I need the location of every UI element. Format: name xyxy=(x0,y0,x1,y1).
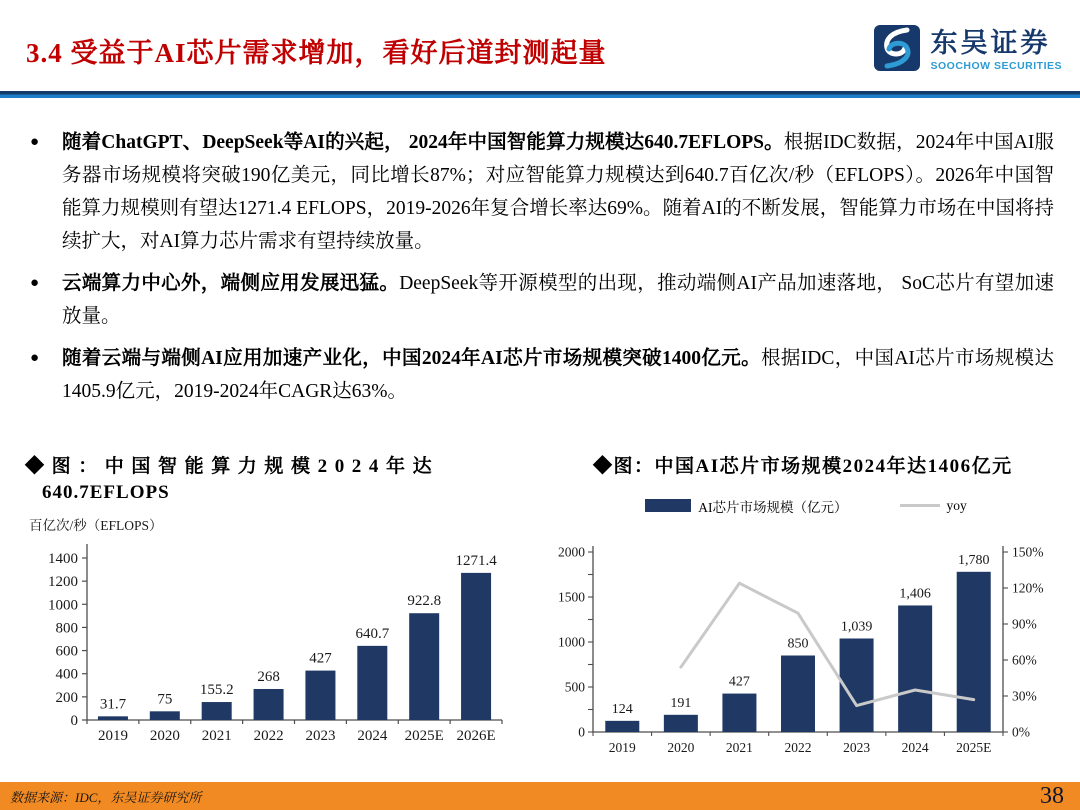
bullet-dot-icon: ● xyxy=(30,274,40,291)
chart-text: 1200 xyxy=(48,573,78,590)
bullet-dot-icon: ● xyxy=(30,134,40,150)
left-chart-title-line1: ◆图：中国智能算力规模2024年达 xyxy=(25,455,440,477)
left-chart-title-line2: 640.7EFLOPS xyxy=(42,481,170,503)
bullet-text xyxy=(62,343,1054,409)
legend-item-bar xyxy=(645,496,847,516)
right-chart-legend xyxy=(541,496,1071,516)
chart-text: 2022 xyxy=(784,739,812,755)
chart-text: 31.7 xyxy=(99,695,127,712)
bullet-normal-text: 根据IDC数据，2024年中国AI服务器市场规模将突破190亿美元，同比增长87%；对应智能算力规模达到640.7百亿次/秒（EFLOPS）。2026年中国智能算力规模则有望达1271.4 EFLOPS，2019-2026年复合增长率达69%。随着AI的不断发展，智能算力市场在中国将持续扩大，对AI算力芯片需求有望持续放量。 xyxy=(62,132,1054,252)
left-chart-ylabel: 百亿次/秒（EFLOPS） xyxy=(29,517,163,533)
chart-text: 0 xyxy=(70,712,78,729)
header xyxy=(0,0,1080,91)
chart-text: 1271.4 xyxy=(455,552,497,569)
bar xyxy=(461,573,491,720)
chart-text: 500 xyxy=(564,679,585,695)
bar xyxy=(605,720,639,731)
chart-text: 1500 xyxy=(558,589,585,605)
chart-text: 2023 xyxy=(843,739,871,755)
bullet-bold-text: 随着ChatGPT、DeepSeek等AI的兴起， 2024年中国智能算力规模达640.7EFLOPS。 xyxy=(62,132,784,153)
chart-text: 2024 xyxy=(901,739,929,755)
chart-text: 1000 xyxy=(558,634,585,650)
chart-text: 0% xyxy=(1012,724,1030,740)
bullet-normal-text: DeepSeek等开源模型的出现，推动端侧AI产品加速落地， SoC芯片有望加速放量。 xyxy=(62,272,1054,327)
chart-text: 2021 xyxy=(725,739,753,755)
bar xyxy=(150,711,180,720)
soochow-logo-text xyxy=(930,29,1062,71)
chart-text: 30% xyxy=(1012,688,1037,704)
chart-text: 2020 xyxy=(149,727,180,744)
left-chart-panel xyxy=(25,451,517,768)
chart-text: 2024 xyxy=(357,727,388,744)
soochow-logo xyxy=(873,24,1062,77)
bar xyxy=(898,605,932,732)
charts-row xyxy=(25,451,1055,768)
chart-text: 268 xyxy=(257,668,280,685)
bar xyxy=(957,571,991,731)
page-title: 3.4 受益于AI芯片需求增加，看好后道封测起量 xyxy=(26,38,607,68)
chart-text: 2019 xyxy=(608,739,636,755)
chart-text: 2022 xyxy=(253,727,284,744)
bullet-text xyxy=(62,268,1054,334)
chart-text: 120% xyxy=(1012,580,1044,596)
footer-source: 数据来源：IDC，东吴证券研究所 xyxy=(10,789,202,805)
bar xyxy=(202,702,232,720)
chart-text: 124 xyxy=(611,701,633,717)
bullet-bold-text: 云端算力中心外，端侧应用发展迅猛。 xyxy=(62,272,400,294)
logo-text-cn: 东吴证券 xyxy=(930,28,1051,59)
bullet-text xyxy=(62,127,1054,259)
chart-text: 640.7 xyxy=(355,625,390,642)
chart-text: 1,780 xyxy=(957,552,990,568)
chart-text: 400 xyxy=(55,666,78,683)
bullet-dot-icon: ● xyxy=(30,349,40,366)
bar xyxy=(305,670,335,719)
bar xyxy=(722,693,756,731)
chart-text: 0 xyxy=(578,724,585,740)
chart-text: 427 xyxy=(728,674,750,690)
right-chart-title: ◆图：中国AI芯片市场规模2024年达1406亿元 xyxy=(593,455,1013,477)
bar xyxy=(409,613,439,720)
legend-line-label: yoy xyxy=(946,497,967,513)
bullet-bold-text: 随着云端与端侧AI应用加速产业化，中国2024年AI芯片市场规模突破1400亿元。 xyxy=(62,347,762,369)
chart-text: 90% xyxy=(1012,616,1037,632)
legend-bar-label: AI芯片市场规模（亿元） xyxy=(698,499,848,515)
bar xyxy=(254,689,284,720)
legend-item-line xyxy=(900,498,967,514)
chart-text: 1000 xyxy=(48,596,78,613)
chart-text: 150% xyxy=(1012,544,1044,560)
chart-text: 2025E xyxy=(404,727,444,744)
bullet-item xyxy=(30,127,1054,259)
soochow-logo-mark-icon xyxy=(873,24,921,77)
chart-text: 2000 xyxy=(558,544,585,560)
bullet-item xyxy=(30,268,1054,334)
chart-text: 75 xyxy=(157,690,173,707)
logo-text-en: SOOCHOW SECURITIES xyxy=(930,59,1062,72)
right-chart-panel xyxy=(541,451,1071,768)
chart-text: 600 xyxy=(55,643,78,660)
bar xyxy=(98,716,128,720)
chart-text: 800 xyxy=(55,620,78,637)
header-rule xyxy=(0,91,1080,98)
chart-text: 2020 xyxy=(667,739,695,755)
chart-text: 155.2 xyxy=(199,681,234,698)
chart-text: 2019 xyxy=(97,727,128,744)
chart-text: 2023 xyxy=(305,727,336,744)
chart-text: 191 xyxy=(670,695,692,711)
chart-text: 2021 xyxy=(201,727,232,744)
chart-text: 200 xyxy=(55,689,78,706)
legend-bar-swatch-icon xyxy=(645,499,691,512)
bullet-list xyxy=(30,127,1054,409)
footer xyxy=(0,782,1080,810)
bar xyxy=(664,714,698,731)
left-chart-title xyxy=(25,451,517,504)
chart-text: 1,406 xyxy=(899,586,931,602)
chart-text: 2025E xyxy=(956,739,992,755)
bullet-item xyxy=(30,343,1054,409)
bullet-normal-text: 根据IDC，中国AI芯片市场规模达1405.9亿元，2019-2024年CAGR达63%。 xyxy=(62,347,1054,402)
chart-text: 60% xyxy=(1012,652,1037,668)
legend-line-swatch-icon xyxy=(900,504,940,507)
left-chart-svg xyxy=(25,514,517,756)
chart-text: 1400 xyxy=(48,550,78,567)
chart-text: 1,039 xyxy=(840,619,873,635)
chart-text: 850 xyxy=(787,636,809,652)
page-number: 38 xyxy=(1040,783,1064,809)
bar xyxy=(781,655,815,732)
chart-text: 922.8 xyxy=(407,592,442,609)
right-chart-svg xyxy=(541,526,1071,768)
chart-text: 427 xyxy=(309,650,332,667)
bar xyxy=(357,645,387,719)
chart-text: 2026E xyxy=(456,727,496,744)
